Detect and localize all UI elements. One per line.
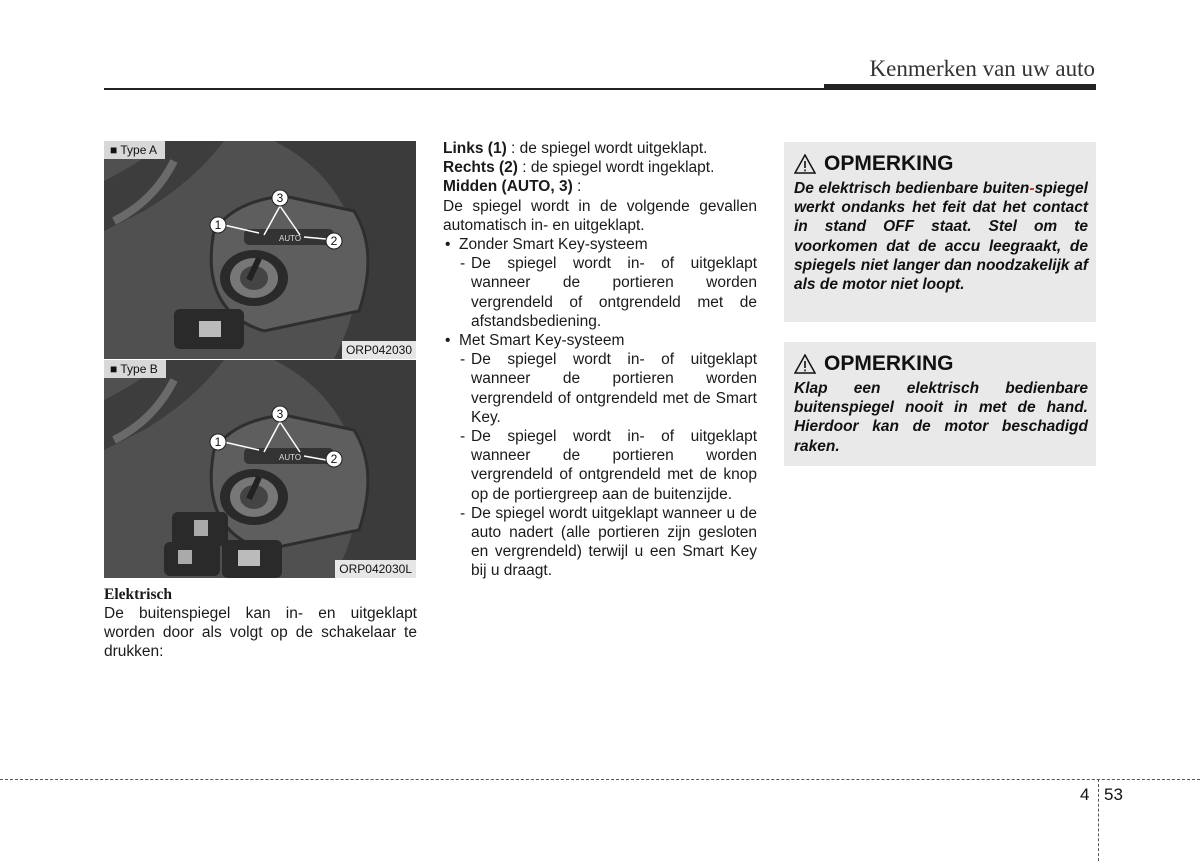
position-rechts-text: : de spiegel wordt ingeklapt. (517, 159, 715, 177)
dash-item: - De spiegel wordt in- of uitgeklapt wanneer de portieren worden vergrendeld of ontgrendeld met de knop op de portiergreep aan de buitenzijde. (443, 427, 757, 504)
door-switch-illustration-a (104, 141, 416, 359)
position-midden-label: Midden (AUTO, 3) (443, 178, 573, 196)
header-rule-accent (824, 84, 1096, 90)
figure-type-b (104, 360, 416, 578)
footer-divider (1098, 779, 1099, 861)
section-number: 4 (1080, 785, 1090, 804)
warning-icon (794, 154, 816, 174)
note-header (794, 352, 1096, 376)
callout-1-label: 1 (214, 435, 222, 449)
note-title: OPMERKING (824, 152, 954, 175)
note-title: OPMERKING (824, 352, 954, 375)
position-links-text: : de spiegel wordt uitgeklapt. (506, 140, 708, 157)
switch-auto-label: AUTO (279, 453, 302, 462)
warning-icon (794, 354, 816, 374)
note-body: Klap een elektrisch bedienbare buitenspiegel nooit in met de hand. Hierdoor kan de motor beschadigd raken. (794, 380, 1088, 455)
footer-rule (0, 779, 1200, 780)
bullet-item: • Met Smart Key-systeem (443, 331, 757, 350)
position-midden-text: : (572, 178, 582, 196)
section-elektrisch (104, 585, 417, 661)
figure-type-label: ■ Type A (104, 141, 165, 159)
position-rechts (443, 158, 757, 177)
page-number: 53 (1104, 785, 1123, 804)
note-box (784, 342, 1096, 466)
figure-type-label: ■ Type B (104, 360, 166, 378)
page-header-title: Kenmerken van uw auto (869, 56, 1095, 81)
bullet-item: • Zonder Smart Key-systeem (443, 235, 757, 254)
dash-item: - De spiegel wordt in- of uitgeklapt wanneer de portieren worden vergrendeld of ontgrendeld met de Smart Key. (443, 350, 757, 427)
figure-type-a (104, 141, 416, 359)
position-links-label: Links (1) (443, 140, 507, 157)
position-midden (443, 177, 757, 196)
callout-1-label: 1 (214, 218, 222, 232)
section-heading: Elektrisch (104, 586, 173, 603)
position-rechts-label: Rechts (2) (443, 159, 518, 177)
note-header (794, 152, 1096, 176)
note-box (784, 142, 1096, 322)
note-body (794, 179, 1088, 294)
door-switch-illustration-b (104, 360, 416, 578)
figure-code: ORP042030 (342, 341, 416, 359)
position-links (443, 139, 757, 158)
section-body: De buitenspiegel kan in- en uitgeklapt worden door als volgt op de schakelaar te drukken: (104, 605, 417, 660)
figure-code: ORP042030L (335, 560, 416, 578)
dash-item: - De spiegel wordt in- of uitgeklapt wanneer de portieren worden vergrendeld of ontgrendeld met de afstandsbediening. (443, 254, 757, 331)
note-body-end: spiegel werkt ondanks het feit dat het contact in stand OFF staat. Stel om te voorkomen dat de accu leegraakt, de spiegels niet langer dan noodzakelijk af als de motor niet loopt. (794, 180, 1088, 294)
callout-3-label: 3 (276, 191, 284, 205)
note-hyphen: - (1029, 180, 1035, 197)
switch-positions-column (443, 139, 757, 581)
dash-item: - De spiegel wordt uitgeklapt wanneer u de auto nadert (alle portieren zijn gesloten en vergrendeld) terwijl u een Smart Key bij u draagt. (443, 504, 757, 581)
callout-3-label: 3 (276, 407, 284, 421)
callout-2-label: 2 (330, 234, 338, 248)
switch-auto-label: AUTO (279, 234, 302, 243)
auto-intro: De spiegel wordt in de volgende gevallen automatisch in- en uitgeklapt. (443, 197, 757, 234)
callout-2-label: 2 (330, 452, 338, 466)
note-body-start: De elektrisch bedienbare buiten (794, 180, 1030, 197)
